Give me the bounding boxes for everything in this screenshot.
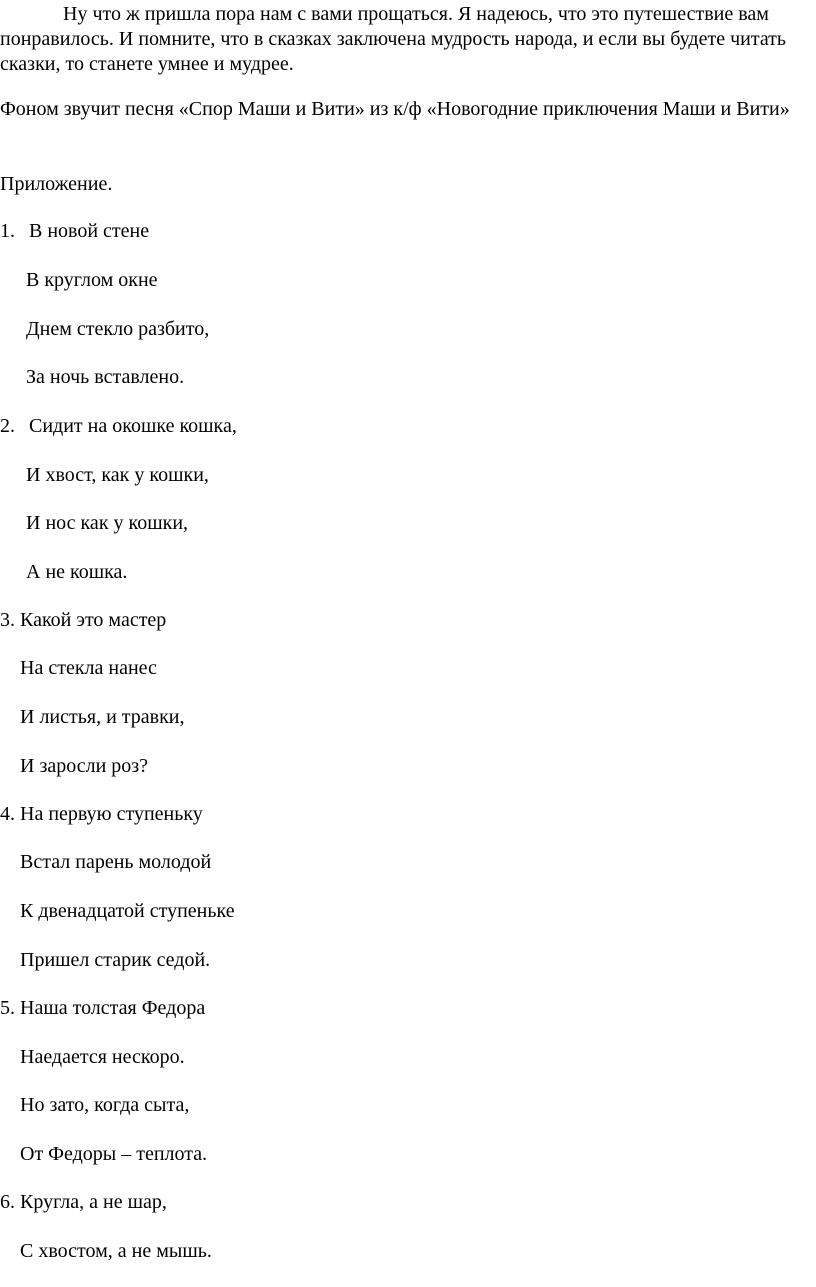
riddle-4-line-1: 4. На первую ступеньку bbox=[0, 803, 203, 825]
riddle-3-line-3: И листья, и травки, bbox=[20, 706, 185, 728]
riddle-3-line-4: И заросли роз? bbox=[20, 755, 149, 777]
riddle-1-line-4: За ночь вставлено. bbox=[26, 366, 185, 388]
riddle-1-line-1: 1. В новой стене bbox=[0, 220, 150, 242]
riddle-1-line-3: Днем стекло разбито, bbox=[26, 318, 210, 340]
riddle-3-line-1: 3. Какой это мастер bbox=[0, 609, 167, 631]
riddle-6-number: 6. bbox=[0, 1191, 15, 1213]
riddle-4-line-3: К двенадцатой ступеньке bbox=[20, 900, 235, 922]
riddle-5-line-1: 5. Наша толстая Федора bbox=[0, 997, 206, 1019]
riddle-3-line-2: На стекла нанес bbox=[20, 657, 157, 679]
riddle-5-number: 5. bbox=[0, 997, 15, 1019]
riddle-1-number: 1. bbox=[0, 220, 15, 242]
riddle-6-line-1: 6. Кругла, а не шар, bbox=[0, 1191, 167, 1213]
riddle-2-line-3: И нос как у кошки, bbox=[26, 512, 189, 534]
riddle-6-line-2: С хвостом, а не мышь. bbox=[20, 1240, 212, 1262]
riddle-2-line-1: 2. Сидит на окошке кошка, bbox=[0, 415, 237, 437]
riddle-5-line-3: Но зато, когда сыта, bbox=[20, 1094, 190, 1116]
intro-paragraph: Ну что ж пришла пора нам с вами прощаться. Я надеюсь, что это путешествие вам понравилось. И помните, что в сказках заключена мудрость народа, и если вы будете читать сказки, то станете умнее и мудрее. bbox=[0, 3, 787, 75]
riddle-4-line-4: Пришел старик седой. bbox=[20, 949, 211, 971]
riddle-5-line-2: Наедается нескоро. bbox=[20, 1046, 185, 1068]
appendix-heading: Приложение. bbox=[0, 173, 113, 195]
riddle-1-line-2: В круглом окне bbox=[26, 269, 158, 291]
riddle-2-line-2: И хвост, как у кошки, bbox=[26, 464, 209, 486]
riddle-2-number: 2. bbox=[0, 415, 15, 437]
riddle-5-line-4: От Федоры – теплота. bbox=[20, 1143, 208, 1165]
riddle-4-number: 4. bbox=[0, 803, 15, 825]
riddle-2-line-4: А не кошка. bbox=[26, 561, 128, 583]
riddle-3-number: 3. bbox=[0, 609, 15, 631]
song-paragraph: Фоном звучит песня «Спор Маши и Вити» из к/ф «Новогодние приключения Маши и Вити» bbox=[0, 98, 790, 120]
riddle-4-line-2: Встал парень молодой bbox=[20, 851, 212, 873]
